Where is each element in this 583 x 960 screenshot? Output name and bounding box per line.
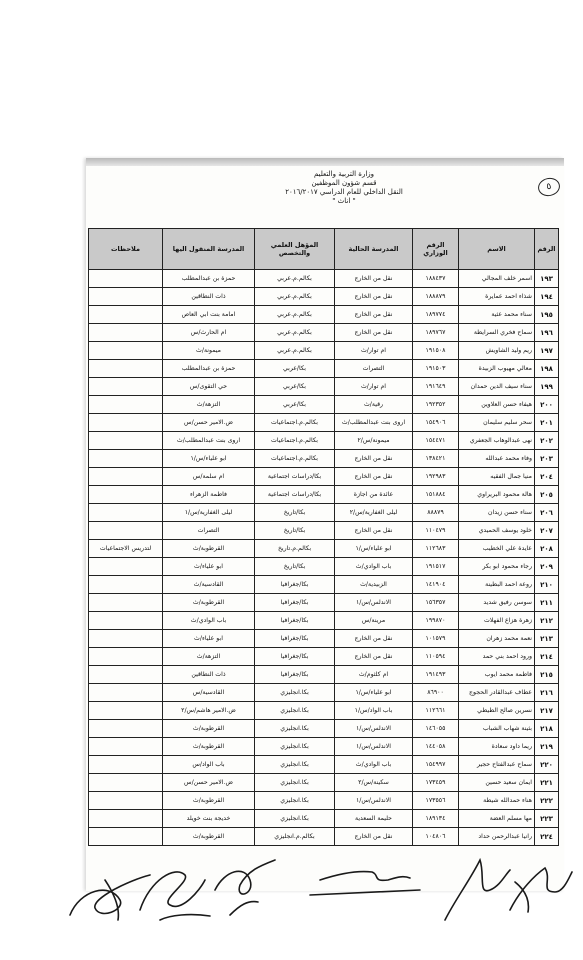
- employee-name-cell: عايدة علي الخطيب: [459, 540, 535, 558]
- ministry-id-cell: ١٩١٦٤٩: [413, 378, 459, 396]
- ministry-id-cell: ١٨٩١٣٤: [413, 810, 459, 828]
- destination-school-cell: ض.الامير حسن/س: [163, 774, 255, 792]
- notes-cell: [89, 594, 163, 612]
- notes-cell: [89, 702, 163, 720]
- row-number-cell: ٢٢١: [535, 774, 559, 792]
- destination-school-cell: التصرات: [163, 522, 255, 540]
- qualification-cell: بكالم.م.عربي: [255, 270, 335, 288]
- table-row: [89, 756, 559, 774]
- notes-cell: [89, 720, 163, 738]
- notes-cell: [89, 396, 163, 414]
- row-number-cell: ٢٠٠: [535, 396, 559, 414]
- notes-cell: [89, 738, 163, 756]
- qualification-cell: بكا/جغرافيا: [255, 666, 335, 684]
- table-row: [89, 648, 559, 666]
- table-row: [89, 396, 559, 414]
- table-row: [89, 306, 559, 324]
- destination-school-cell: القرطوبة/ث: [163, 594, 255, 612]
- qualification-cell: بكالم.م.اجتماعيات: [255, 450, 335, 468]
- employee-name-cell: شذاء احمد عمايرة: [459, 288, 535, 306]
- current-school-cell: نقل من الخارج: [335, 306, 413, 324]
- row-number-cell: ٢٢٣: [535, 810, 559, 828]
- qualification-cell: بكا/دراسات اجتماعية: [255, 486, 335, 504]
- qualification-cell: بكا/تاريخ: [255, 504, 335, 522]
- table-row: [89, 702, 559, 720]
- ministry-id-cell: ١٩٢٩٨٣: [413, 468, 459, 486]
- row-number-cell: ٢٠٦: [535, 504, 559, 522]
- destination-school-cell: ابو علياء/س/١: [163, 450, 255, 468]
- employee-name-cell: روعة احمد البطينة: [459, 576, 535, 594]
- table-row: [89, 720, 559, 738]
- qualification-cell: بكا.انجليزي: [255, 738, 335, 756]
- qualification-cell: بكالم.م.انجليزي: [255, 828, 335, 846]
- current-school-cell: نقل من الخارج: [335, 288, 413, 306]
- destination-school-cell: حي التقوى/س: [163, 378, 255, 396]
- employee-name-cell: وفاء محمد عبدالله: [459, 450, 535, 468]
- current-school-cell: ام توار/ث: [335, 342, 413, 360]
- qualification-cell: بكا/عربي: [255, 378, 335, 396]
- qualification-cell: بكالم.م.تاريخ: [255, 540, 335, 558]
- table-header: [89, 229, 559, 270]
- ministry-name: وزارة التربية والتعليم: [313, 170, 375, 178]
- qualification-cell: بكا.انجليزي: [255, 684, 335, 702]
- notes-cell: [89, 288, 163, 306]
- ministry-id-cell: ١١٢٦٨٣: [413, 540, 459, 558]
- employee-name-cell: سحر سليم سليمان: [459, 414, 535, 432]
- notes-cell: لتدريس الاجتماعيات: [89, 540, 163, 558]
- table-row: [89, 558, 559, 576]
- table-row: [89, 774, 559, 792]
- table-row: [89, 630, 559, 648]
- notes-cell: [89, 468, 163, 486]
- qualification-cell: بكا.انجليزي: [255, 792, 335, 810]
- destination-school-cell: القرطوبة/ث: [163, 540, 255, 558]
- notes-cell: [89, 522, 163, 540]
- row-number-cell: ٢٠١: [535, 414, 559, 432]
- current-school-cell: ميمونة/س/٢: [335, 432, 413, 450]
- current-school-cell: الاندلس/س/١: [335, 720, 413, 738]
- notes-cell: [89, 324, 163, 342]
- notes-cell: [89, 630, 163, 648]
- notes-cell: [89, 450, 163, 468]
- row-number-cell: ١٩٨: [535, 360, 559, 378]
- current-school-cell: سكينة/س/٢: [335, 774, 413, 792]
- col-header-qualification: المؤهل العلمي والتخصص: [255, 229, 335, 270]
- row-number-cell: ٢١٠: [535, 576, 559, 594]
- notes-cell: [89, 432, 163, 450]
- ministry-id-cell: ١٥٤٤٧١: [413, 432, 459, 450]
- employee-name-cell: خلود يوسف الحميدي: [459, 522, 535, 540]
- employee-name-cell: سناء حسن زيدان: [459, 504, 535, 522]
- table-row: [89, 522, 559, 540]
- destination-school-cell: ابو علياء/ث: [163, 630, 255, 648]
- destination-school-cell: القادسية/س: [163, 684, 255, 702]
- ministry-id-cell: ١٤٦٠٥٥: [413, 720, 459, 738]
- table-row: [89, 594, 559, 612]
- qualification-cell: بكا/جغرافيا: [255, 612, 335, 630]
- table-body: [89, 270, 559, 846]
- signature-6: [510, 868, 572, 912]
- qualification-cell: بكا.انجليزي: [255, 702, 335, 720]
- row-number-cell: ٢٢٠: [535, 756, 559, 774]
- table-row: [89, 270, 559, 288]
- current-school-cell: نقل من الخارج: [335, 648, 413, 666]
- ministry-id-cell: ١٥٤٩٩٧: [413, 756, 459, 774]
- qualification-cell: بكا/تاريخ: [255, 558, 335, 576]
- col-header-name: الاسم: [459, 229, 535, 270]
- ministry-id-cell: ١٨٩٧٧٤: [413, 306, 459, 324]
- employee-name-cell: بثينة شهاب الشباب: [459, 720, 535, 738]
- destination-school-cell: ذات النطاقين: [163, 666, 255, 684]
- ministry-id-cell: ١١٠٥٩٤: [413, 648, 459, 666]
- ministry-id-cell: ١٠٤٨٠٦: [413, 828, 459, 846]
- qualification-cell: بكالم.م.اجتماعيات: [255, 432, 335, 450]
- ministry-id-cell: ١٧٣٤٥٩: [413, 774, 459, 792]
- current-school-cell: حليمة السعدية: [335, 810, 413, 828]
- destination-school-cell: ميمونة/ث: [163, 342, 255, 360]
- table-row: [89, 324, 559, 342]
- destination-school-cell: امامة بنت ابي العاص: [163, 306, 255, 324]
- destination-school-cell: ض.الامير هاشم/س/٢: [163, 702, 255, 720]
- current-school-cell: عائدة من اجازة: [335, 486, 413, 504]
- destination-school-cell: التزهة/ث: [163, 648, 255, 666]
- signature-4: [310, 872, 420, 895]
- destination-school-cell: ام الحارث/س: [163, 324, 255, 342]
- row-number-cell: ١٩٥: [535, 306, 559, 324]
- row-number-cell: ١٩٧: [535, 342, 559, 360]
- employee-name-cell: اسمر خلف المجالي: [459, 270, 535, 288]
- row-number-cell: ٢١٤: [535, 648, 559, 666]
- current-school-cell: باب الوادي/ث: [335, 558, 413, 576]
- ministry-id-cell: ١٤٤٠٥٨: [413, 738, 459, 756]
- destination-school-cell: اروى بنت عبدالمطلب/ث: [163, 432, 255, 450]
- col-header-number: الرقم: [535, 229, 559, 270]
- page-number: ٥: [545, 181, 553, 193]
- employee-name-cell: عطاف عبدالقادر الحجوج: [459, 684, 535, 702]
- row-number-cell: ٢١٥: [535, 666, 559, 684]
- notes-cell: [89, 504, 163, 522]
- table-row: [89, 738, 559, 756]
- employee-name-cell: سماح عبدالفتاح حجير: [459, 756, 535, 774]
- current-school-cell: نقل من الخارج: [335, 522, 413, 540]
- row-number-cell: ٢١٨: [535, 720, 559, 738]
- qualification-cell: بكا.انجليزي: [255, 756, 335, 774]
- notes-cell: [89, 774, 163, 792]
- employee-name-cell: منيا جمال الفقيه: [459, 468, 535, 486]
- qualification-cell: بكا/دراسات اجتماعية: [255, 468, 335, 486]
- row-number-cell: ٢١٣: [535, 630, 559, 648]
- current-school-cell: رقية/ث: [335, 396, 413, 414]
- row-number-cell: ٢٠٧: [535, 522, 559, 540]
- employee-name-cell: رجاء محمود ابو بكر: [459, 558, 535, 576]
- current-school-cell: ليلى الغفارية/س/٢: [335, 504, 413, 522]
- current-school-cell: ابو علياء/س/١: [335, 684, 413, 702]
- ministry-id-cell: ١٨٨٤٣٧: [413, 270, 459, 288]
- notes-cell: [89, 486, 163, 504]
- signature-5: [445, 860, 510, 920]
- ministry-id-cell: ١٠١٥٧٩: [413, 630, 459, 648]
- qualification-cell: بكالم.م.اجتماعيات: [255, 414, 335, 432]
- table-row: [89, 792, 559, 810]
- notes-cell: [89, 756, 163, 774]
- employee-name-cell: ورود احمد بني حمد: [459, 648, 535, 666]
- current-school-cell: نقل من الخارج: [335, 630, 413, 648]
- ministry-id-cell: ١٩٩٨٧٠: [413, 612, 459, 630]
- notes-cell: [89, 666, 163, 684]
- notes-cell: [89, 684, 163, 702]
- table-row: [89, 468, 559, 486]
- notes-cell: [89, 576, 163, 594]
- destination-school-cell: ض.الامير حسن/س: [163, 414, 255, 432]
- current-school-cell: باب الواد/س/١: [335, 702, 413, 720]
- row-number-cell: ٢٠٥: [535, 486, 559, 504]
- ministry-id-cell: ١٥٦٣٥٧: [413, 594, 459, 612]
- ministry-id-cell: ٨٨٨٧٩: [413, 504, 459, 522]
- current-school-cell: الاندلس/س/١: [335, 738, 413, 756]
- ministry-id-cell: ١١٠٤٧٩: [413, 522, 459, 540]
- table-row: [89, 576, 559, 594]
- row-number-cell: ٢٠٨: [535, 540, 559, 558]
- qualification-cell: بكالم.م.عربي: [255, 342, 335, 360]
- row-number-cell: ٢٠٤: [535, 468, 559, 486]
- employee-name-cell: سناء سيف الدين حمدان: [459, 378, 535, 396]
- employee-name-cell: ايمان سعيد حسين: [459, 774, 535, 792]
- destination-school-cell: ذات النطاقين: [163, 288, 255, 306]
- notes-cell: [89, 414, 163, 432]
- notes-cell: [89, 648, 163, 666]
- table-row: [89, 378, 559, 396]
- ministry-id-cell: ١٩١٥٠٣: [413, 360, 459, 378]
- row-number-cell: ٢٢٢: [535, 792, 559, 810]
- destination-school-cell: حمزة بن عبدالمطلب: [163, 270, 255, 288]
- employee-name-cell: فاطمة محمد ايوب: [459, 666, 535, 684]
- employee-name-cell: هناء حمدالله شيطة: [459, 792, 535, 810]
- employee-name-cell: نهى عبدالوهاب الجعفري: [459, 432, 535, 450]
- row-number-cell: ١٩٩: [535, 378, 559, 396]
- qualification-cell: بكا/عربي: [255, 396, 335, 414]
- table-row: [89, 612, 559, 630]
- destination-school-cell: باب الواد/س: [163, 756, 255, 774]
- qualification-cell: بكالم.م.عربي: [255, 288, 335, 306]
- document-subtitle: " اناث ": [332, 197, 356, 205]
- qualification-cell: بكا/جغرافيا: [255, 648, 335, 666]
- col-header-ministry-id: الرقم الوزاري: [413, 229, 459, 270]
- notes-cell: [89, 360, 163, 378]
- ministry-id-cell: ١٣٨٤٢١: [413, 450, 459, 468]
- col-header-destination-school: المدرسة المنقول اليها: [163, 229, 255, 270]
- notes-cell: [89, 342, 163, 360]
- qualification-cell: بكا.انجليزي: [255, 810, 335, 828]
- current-school-cell: مرينة/س: [335, 612, 413, 630]
- ministry-id-cell: ١٩١٤٩٣: [413, 666, 459, 684]
- current-school-cell: ام كلثوم/ث: [335, 666, 413, 684]
- employee-name-cell: ريما داود سعادة: [459, 738, 535, 756]
- ministry-id-cell: ١٩١٥٠٨: [413, 342, 459, 360]
- current-school-cell: نقل من الخارج: [335, 324, 413, 342]
- row-number-cell: ٢١٢: [535, 612, 559, 630]
- notes-cell: [89, 792, 163, 810]
- row-number-cell: ١٩٣: [535, 270, 559, 288]
- table-row: [89, 432, 559, 450]
- row-number-cell: ٢١٧: [535, 702, 559, 720]
- employee-name-cell: معالي مهيوب الزبيدة: [459, 360, 535, 378]
- qualification-cell: بكا/جغرافيا: [255, 594, 335, 612]
- row-number-cell: ٢١٩: [535, 738, 559, 756]
- ministry-id-cell: ١٧٣٥٥٦: [413, 792, 459, 810]
- row-number-cell: ١٩٦: [535, 324, 559, 342]
- employee-name-cell: هالة محمود البريراوي: [459, 486, 535, 504]
- ministry-id-cell: ١٨٩٧٦٧: [413, 324, 459, 342]
- current-school-cell: التصرات: [335, 360, 413, 378]
- destination-school-cell: خديجة بنت خويلد: [163, 810, 255, 828]
- current-school-cell: باب الوادي/ث: [335, 756, 413, 774]
- destination-school-cell: القرطوبة/ث: [163, 738, 255, 756]
- document-page: [86, 158, 564, 891]
- department-name: قسم شؤون الموظفين: [311, 179, 377, 187]
- table-row: [89, 342, 559, 360]
- qualification-cell: بكالم.م.عربي: [255, 324, 335, 342]
- employee-name-cell: رانيا عبدالرحمن حداد: [459, 828, 535, 846]
- current-school-cell: نقل من الخارج: [335, 270, 413, 288]
- qualification-cell: بكالم.م.عربي: [255, 306, 335, 324]
- table-row: [89, 360, 559, 378]
- table-row: [89, 504, 559, 522]
- signature-1: [70, 875, 150, 920]
- ministry-id-cell: ١٨٨٨٧٩: [413, 288, 459, 306]
- table-row: [89, 414, 559, 432]
- qualification-cell: بكا/جغرافيا: [255, 630, 335, 648]
- row-number-cell: ٢١١: [535, 594, 559, 612]
- employee-name-cell: هيفاء حسن العلاوين: [459, 396, 535, 414]
- qualification-cell: بكا.انجليزي: [255, 774, 335, 792]
- notes-cell: [89, 270, 163, 288]
- row-number-cell: ٢٢٤: [535, 828, 559, 846]
- current-school-cell: ام توار/ث: [335, 378, 413, 396]
- table-row: [89, 288, 559, 306]
- current-school-cell: نقل من الخارج: [335, 468, 413, 486]
- header-row: [89, 229, 559, 270]
- signature-3: [215, 860, 275, 915]
- destination-school-cell: ام سلمة/س: [163, 468, 255, 486]
- current-school-cell: ابو علياء/س/١: [335, 540, 413, 558]
- document-title: النقل الداخلي للعام الدراسي ٢٠١٦/٢٠١٧: [285, 188, 403, 196]
- ministry-id-cell: ٨٦٩٠٠: [413, 684, 459, 702]
- ministry-id-cell: ١٤١٩٠٤: [413, 576, 459, 594]
- qualification-cell: بكا/عربي: [255, 360, 335, 378]
- current-school-cell: الزبيدية/ث: [335, 576, 413, 594]
- table-row: [89, 666, 559, 684]
- destination-school-cell: القرطوبة/ث: [163, 828, 255, 846]
- destination-school-cell: فاطمة الزهراء: [163, 486, 255, 504]
- col-header-current-school: المدرسة الحالية: [335, 229, 413, 270]
- notes-cell: [89, 612, 163, 630]
- employee-name-cell: زهرة هزاع الفهلات: [459, 612, 535, 630]
- employee-name-cell: مها مسلم العضة: [459, 810, 535, 828]
- destination-school-cell: التزهة/ث: [163, 396, 255, 414]
- destination-school-cell: القرطوبة/ث: [163, 792, 255, 810]
- notes-cell: [89, 558, 163, 576]
- employee-name-cell: سوسن رفيق شديد: [459, 594, 535, 612]
- employee-name-cell: سماح فخري السرايطة: [459, 324, 535, 342]
- destination-school-cell: القرطوبة/ث: [163, 720, 255, 738]
- destination-school-cell: باب الوادي/ث: [163, 612, 255, 630]
- ministry-id-cell: ١٩٢٣٥٢: [413, 396, 459, 414]
- current-school-cell: نقل من الخارج: [335, 828, 413, 846]
- qualification-cell: بكا.انجليزي: [255, 720, 335, 738]
- signature-2: [140, 872, 210, 920]
- table-row: [89, 684, 559, 702]
- notes-cell: [89, 306, 163, 324]
- table-row: [89, 486, 559, 504]
- notes-cell: [89, 378, 163, 396]
- page-number-circle: [536, 176, 561, 198]
- qualification-cell: بكا/جغرافيا: [255, 576, 335, 594]
- employee-name-cell: نعمة محمد زهران: [459, 630, 535, 648]
- row-number-cell: ٢١٦: [535, 684, 559, 702]
- ministry-id-cell: ١٥١٨٨٤: [413, 486, 459, 504]
- ministry-id-cell: ١١٢٦٦١: [413, 702, 459, 720]
- row-number-cell: ٢٠٣: [535, 450, 559, 468]
- signatures-area: [0, 820, 583, 940]
- employee-name-cell: ريم وليد الشاويش: [459, 342, 535, 360]
- page-fold-edge: [86, 158, 564, 166]
- employee-name-cell: نسرين صالح الطيطي: [459, 702, 535, 720]
- row-number-cell: ٢٠٢: [535, 432, 559, 450]
- current-school-cell: اروى بنت عبدالمطلب/ث: [335, 414, 413, 432]
- current-school-cell: الاندلس/س/١: [335, 792, 413, 810]
- table-row: [89, 540, 559, 558]
- table-row: [89, 450, 559, 468]
- current-school-cell: نقل من الخارج: [335, 450, 413, 468]
- row-number-cell: ٢٠٩: [535, 558, 559, 576]
- transfer-table: [88, 228, 559, 846]
- qualification-cell: بكا/تاريخ: [255, 522, 335, 540]
- ministry-id-cell: ١٩١٥١٧: [413, 558, 459, 576]
- col-header-notes: ملاحظات: [89, 229, 163, 270]
- destination-school-cell: حمزة بن عبدالمطلب: [163, 360, 255, 378]
- ministry-id-cell: ١٥٤٩٠٦: [413, 414, 459, 432]
- destination-school-cell: القادسية/ث: [163, 576, 255, 594]
- destination-school-cell: ابو علياء/ث: [163, 558, 255, 576]
- destination-school-cell: ليلى الغفارية/س/١: [163, 504, 255, 522]
- document-header: [244, 170, 444, 206]
- row-number-cell: ١٩٤: [535, 288, 559, 306]
- employee-name-cell: سناء محمد عثية: [459, 306, 535, 324]
- current-school-cell: الاندلس/س/١: [335, 594, 413, 612]
